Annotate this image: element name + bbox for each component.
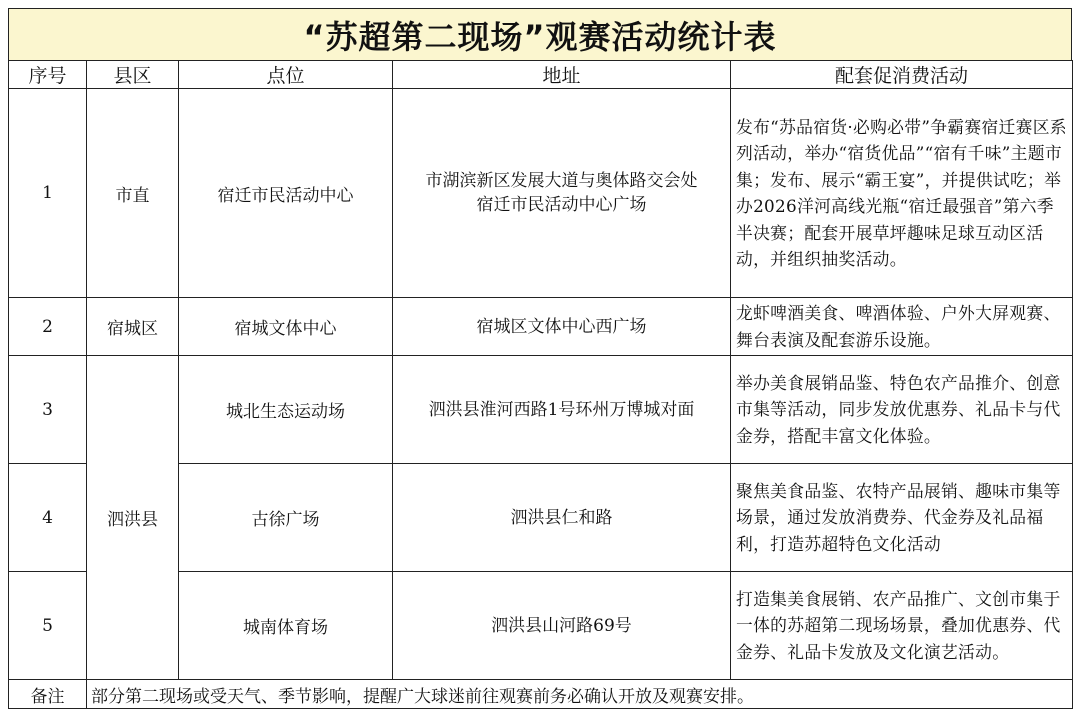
row-address: 宿城区文体中心西广场 [393, 298, 731, 356]
row-address: 泗洪县山河路69号 [393, 572, 731, 680]
row-venue: 城北生态运动场 [179, 356, 393, 464]
page-title: “苏超第二现场”观赛活动统计表 [8, 8, 1072, 61]
stats-sheet [8, 8, 1072, 706]
header-no: 序号 [9, 61, 87, 89]
table-row [9, 298, 1073, 356]
row-no: 4 [9, 464, 87, 572]
row-address: 泗洪县淮河西路1号环州万博城对面 [393, 356, 731, 464]
activity-table [8, 60, 1073, 709]
row-activity: 聚焦美食品鉴、农特产品展销、趣味市集等场景，通过发放消费券、代金券及礼品福利，打造苏超特色文化活动 [731, 464, 1073, 572]
table-row [9, 356, 1073, 464]
row-county: 宿城区 [87, 298, 179, 356]
table-row [9, 89, 1073, 298]
header-venue: 点位 [179, 61, 393, 89]
header-county: 县区 [87, 61, 179, 89]
row-activity: 打造集美食展销、农产品推广、文创市集于一体的苏超第二现场场景，叠加优惠券、代金券、礼品卡发放及文化演艺活动。 [731, 572, 1073, 680]
row-venue: 宿城文体中心 [179, 298, 393, 356]
header-row [9, 61, 1073, 89]
row-venue: 宿迁市民活动中心 [179, 89, 393, 298]
row-no: 3 [9, 356, 87, 464]
row-activity: 龙虾啤酒美食、啤酒体验、户外大屏观赛、舞台表演及配套游乐设施。 [731, 298, 1073, 356]
row-address-line: 市湖滨新区发展大道与奥体路交会处 [425, 171, 698, 191]
note-row [9, 680, 1073, 709]
row-address: 泗洪县仁和路 [393, 464, 731, 572]
row-venue: 城南体育场 [179, 572, 393, 680]
row-no: 2 [9, 298, 87, 356]
row-no: 5 [9, 572, 87, 680]
row-address-line: 宿迁市民活动中心广场 [476, 195, 647, 215]
row-activity: 发布“苏品宿货·必购必带”争霸赛宿迁赛区系列活动，举办“宿货优品”“宿有千味”主题市集；发布、展示“霸王宴”，并提供试吃；举办2026洋河高线光瓶“宿迁最强音”第六季半决赛；配套开展草坪趣味足球互动区活动，并组织抽奖活动。 [731, 89, 1073, 298]
row-activity: 举办美食展销品鉴、特色农产品推介、创意市集等活动，同步发放优惠券、礼品卡与代金券，搭配丰富文化体验。 [731, 356, 1073, 464]
note-label: 备注 [9, 680, 87, 709]
header-activity: 配套促消费活动 [731, 61, 1073, 89]
row-no: 1 [9, 89, 87, 298]
row-county: 泗洪县 [87, 356, 179, 680]
row-venue: 古徐广场 [179, 464, 393, 572]
row-address [393, 89, 731, 298]
header-address: 地址 [393, 61, 731, 89]
row-county: 市直 [87, 89, 179, 298]
note-text: 部分第二现场或受天气、季节影响，提醒广大球迷前往观赛前务必确认开放及观赛安排。 [87, 680, 1073, 709]
